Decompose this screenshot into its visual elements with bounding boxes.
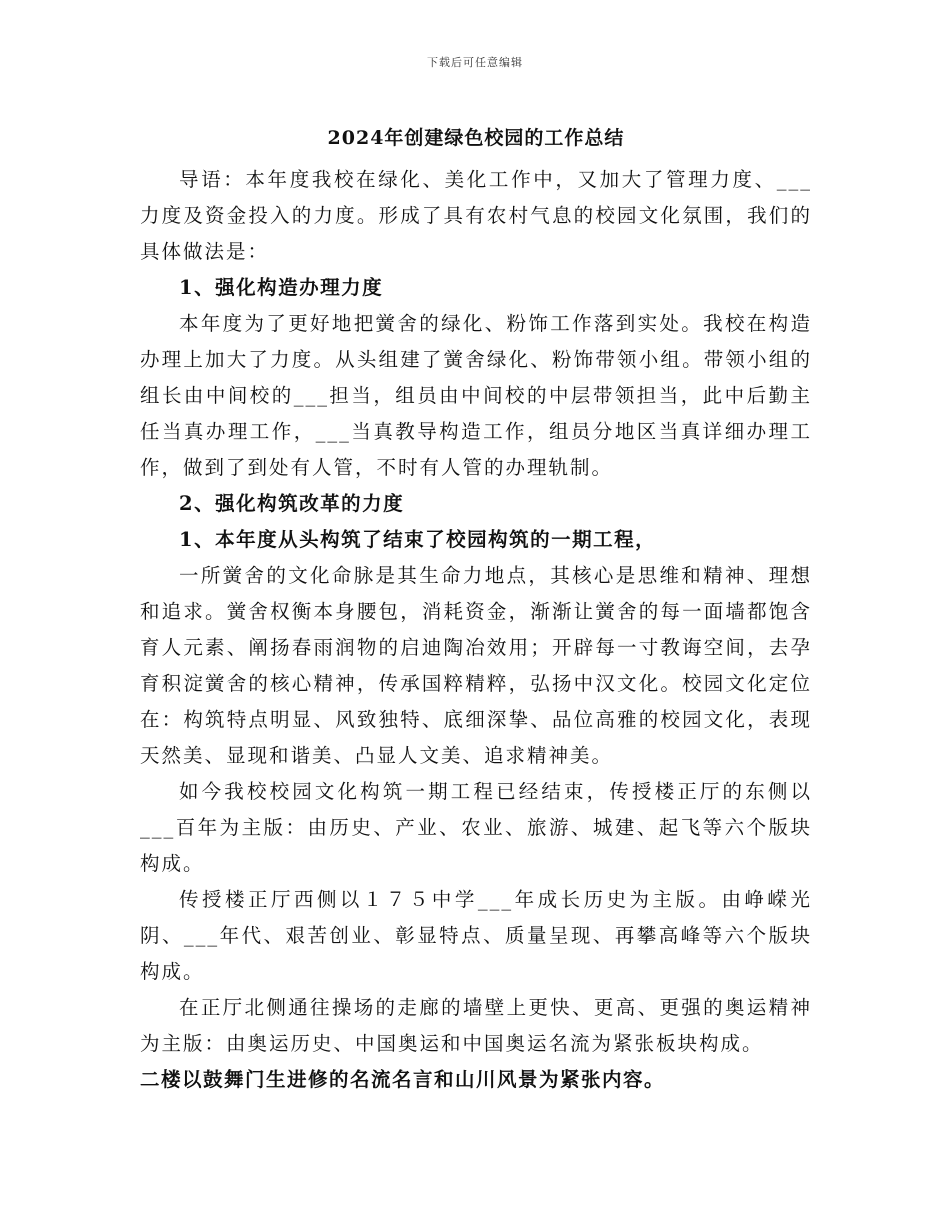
subsection-heading-1: 1、本年度从头构筑了结束了校园构筑的一期工程，	[179, 528, 657, 551]
document-title: 2024年创建绿色校园的工作总结	[327, 127, 625, 149]
body-paragraph: 传授楼正厅西侧以１７５中学___年成长历史为主版。由峥嵘光阴、___年代、艰苦创业、彰显特点、质量呈现、再攀高峰等六个版块构成。	[140, 888, 812, 983]
body-paragraph: 本年度为了更好地把黉舍的绿化、粉饰工作落到实处。我校在构造办理上加大了力度。从头组建了黉舍绿化、粉饰带领小组。带领小组的组长由中间校的___担当，组员由中间校的中层带领担当，此中后勤主任当真办理工作，___当真教导构造工作，组员分地区当真详细办理工作，做到了到处有人管，不时有人管的办理轨制。	[140, 312, 812, 479]
intro-paragraph: 导语：本年度我校在绿化、美化工作中，又加大了管理力度、___力度及资金投入的力度。形成了具有农村气息的校园文化氛围，我们的具体做法是：	[140, 168, 812, 263]
body-paragraph: 如今我校校园文化构筑一期工程已经结束，传授楼正厅的东侧以___百年为主版：由历史、产业、农业、旅游、城建、起飞等六个版块构成。	[140, 780, 812, 875]
header-note: 下载后可任意编辑	[427, 56, 523, 69]
document-body	[140, 122, 812, 1098]
closing-bold-line: 二楼以鼓舞门生进修的名流名言和山川风景为紧张内容。	[140, 1068, 666, 1091]
section-heading-2: 2、强化构筑改革的力度	[179, 492, 405, 515]
body-paragraph: 一所黉舍的文化命脉是其生命力地点，其核心是思维和精神、理想和追求。黉舍权衡本身腰包，消耗资金，渐渐让黉舍的每一面墙都饱含育人元素、阐扬春雨润物的启迪陶冶效用；开辟每一寸教诲空间，去孕育积淀黉舍的核心精神，传承国粹精粹，弘扬中汉文化。校园文化定位在：构筑特点明显、风致独特、底细深挚、品位高雅的校园文化，表现天然美、显现和谐美、凸显人文美、追求精神美。	[140, 564, 812, 767]
section-heading-1: 1、强化构造办理力度	[179, 276, 384, 299]
body-paragraph: 在正厅北侧通往操场的走廊的墙壁上更快、更高、更强的奥运精神为主版：由奥运历史、中国奥运和中国奥运名流为紧张板块构成。	[140, 996, 812, 1055]
